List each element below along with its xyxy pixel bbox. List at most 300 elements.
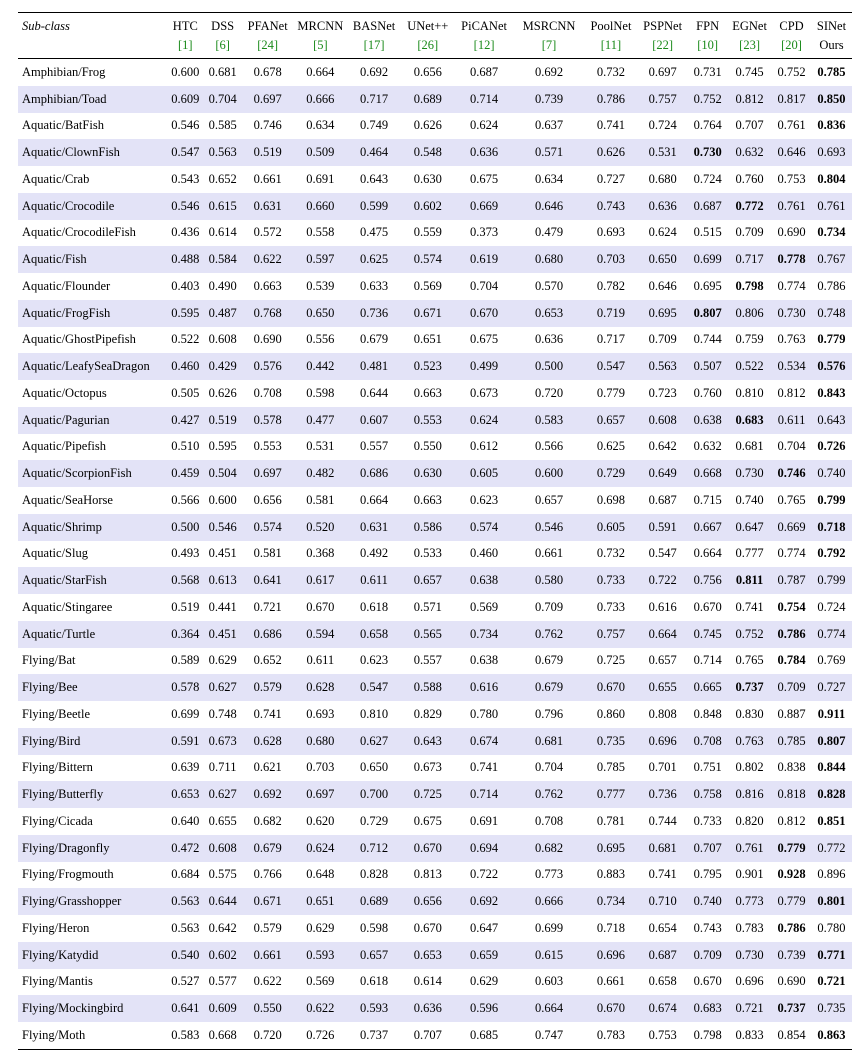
score-cell: 0.612 bbox=[470, 439, 499, 454]
method-ref: [10] bbox=[688, 36, 727, 59]
score-cell: 0.642 bbox=[208, 920, 237, 935]
score-cell: 0.752 bbox=[727, 621, 772, 648]
score-cell: 0.757 bbox=[585, 621, 637, 648]
score-cell: 0.598 bbox=[360, 920, 389, 935]
subclass-name: Aquatic/Pagurian bbox=[18, 407, 167, 434]
score-cell: 0.515 bbox=[693, 225, 722, 240]
score-cell: 0.639 bbox=[171, 760, 200, 775]
score-cell: 0.651 bbox=[293, 888, 347, 915]
score-cell: 0.451 bbox=[203, 621, 242, 648]
score-cell: 0.622 bbox=[253, 974, 282, 989]
score-cell: 0.655 bbox=[637, 674, 688, 701]
score-cell: 0.566 bbox=[171, 492, 200, 507]
score-cell: 0.481 bbox=[347, 353, 400, 380]
score-cell: 0.726 bbox=[293, 1022, 347, 1049]
score-cell: 0.621 bbox=[253, 760, 282, 775]
score-cell: 0.565 bbox=[401, 621, 455, 648]
score-cell: 0.533 bbox=[413, 546, 442, 561]
score-cell: 0.785 bbox=[817, 64, 846, 79]
score-cell: 0.724 bbox=[817, 599, 846, 614]
score-cell: 0.472 bbox=[167, 835, 203, 862]
score-cell: 0.779 bbox=[596, 385, 626, 400]
score-cell: 0.692 bbox=[534, 64, 564, 79]
score-cell: 0.696 bbox=[637, 728, 688, 755]
score-cell: 0.687 bbox=[637, 942, 688, 969]
score-cell: 0.638 bbox=[455, 567, 513, 594]
score-cell: 0.718 bbox=[596, 920, 626, 935]
score-cell: 0.729 bbox=[360, 813, 389, 828]
score-cell: 0.704 bbox=[203, 86, 242, 113]
score-cell: 0.607 bbox=[347, 407, 400, 434]
score-cell: 0.671 bbox=[401, 300, 455, 327]
score-cell: 0.697 bbox=[242, 460, 293, 487]
score-cell: 0.626 bbox=[413, 118, 442, 133]
method-ref: Ours bbox=[811, 36, 852, 59]
score-cell: 0.608 bbox=[637, 407, 688, 434]
score-cell: 0.569 bbox=[470, 599, 499, 614]
score-cell: 0.813 bbox=[413, 867, 442, 882]
score-cell: 0.557 bbox=[413, 653, 442, 668]
score-cell: 0.609 bbox=[167, 86, 203, 113]
score-cell: 0.784 bbox=[777, 653, 806, 668]
score-cell: 0.581 bbox=[306, 492, 335, 507]
score-cell: 0.741 bbox=[648, 867, 677, 882]
table-row bbox=[18, 835, 852, 862]
score-cell: 0.558 bbox=[306, 225, 335, 240]
score-cell: 0.828 bbox=[360, 867, 389, 882]
table-row bbox=[18, 139, 852, 166]
score-cell: 0.499 bbox=[455, 353, 513, 380]
subclass-header-blank bbox=[18, 36, 167, 59]
score-cell: 0.403 bbox=[171, 278, 200, 293]
score-cell: 0.774 bbox=[777, 278, 806, 293]
score-cell: 0.854 bbox=[772, 1022, 811, 1049]
score-cell: 0.682 bbox=[513, 835, 585, 862]
score-cell: 0.613 bbox=[203, 567, 242, 594]
score-cell: 0.730 bbox=[727, 942, 772, 969]
score-cell: 0.594 bbox=[293, 621, 347, 648]
score-cell: 0.603 bbox=[534, 974, 564, 989]
score-cell: 0.660 bbox=[293, 193, 347, 220]
score-cell: 0.678 bbox=[253, 64, 282, 79]
score-cell: 0.681 bbox=[637, 835, 688, 862]
method-header: FPN bbox=[688, 13, 727, 37]
score-cell: 0.749 bbox=[360, 118, 389, 133]
score-cell: 0.632 bbox=[727, 139, 772, 166]
score-cell: 0.746 bbox=[253, 118, 282, 133]
subclass-name: Aquatic/Slug bbox=[22, 546, 88, 561]
score-cell: 0.674 bbox=[455, 728, 513, 755]
score-cell: 0.727 bbox=[811, 674, 852, 701]
score-cell: 0.687 bbox=[648, 492, 677, 507]
method-ref: [20] bbox=[772, 36, 811, 59]
score-cell: 0.690 bbox=[777, 974, 806, 989]
score-cell: 0.718 bbox=[811, 514, 852, 541]
score-cell: 0.668 bbox=[688, 460, 727, 487]
score-cell: 0.785 bbox=[772, 728, 811, 755]
table-row bbox=[18, 808, 852, 835]
subclass-name: Flying/Grasshopper bbox=[18, 888, 167, 915]
score-cell: 0.740 bbox=[735, 492, 764, 507]
table-row bbox=[18, 353, 852, 380]
score-cell: 0.584 bbox=[203, 246, 242, 273]
score-cell: 0.721 bbox=[727, 995, 772, 1022]
score-cell: 0.570 bbox=[534, 278, 564, 293]
score-cell: 0.574 bbox=[401, 246, 455, 273]
score-cell: 0.686 bbox=[242, 621, 293, 648]
subclass-name: Flying/Frogmouth bbox=[22, 867, 114, 882]
score-cell: 0.629 bbox=[470, 974, 499, 989]
score-cell: 0.673 bbox=[470, 385, 499, 400]
score-cell: 0.591 bbox=[637, 514, 688, 541]
score-cell: 0.928 bbox=[777, 867, 806, 882]
score-cell: 0.649 bbox=[637, 460, 688, 487]
score-cell: 0.771 bbox=[811, 942, 852, 969]
score-cell: 0.769 bbox=[817, 653, 846, 668]
score-cell: 0.620 bbox=[306, 813, 335, 828]
score-cell: 0.658 bbox=[347, 621, 400, 648]
score-cell: 0.679 bbox=[360, 332, 389, 347]
score-cell: 0.670 bbox=[693, 599, 722, 614]
score-cell: 0.556 bbox=[306, 332, 335, 347]
subclass-name: Flying/Bird bbox=[18, 728, 167, 755]
score-cell: 0.650 bbox=[293, 300, 347, 327]
score-cell: 0.714 bbox=[693, 653, 722, 668]
score-cell: 0.730 bbox=[772, 300, 811, 327]
score-cell: 0.490 bbox=[208, 278, 237, 293]
score-cell: 0.687 bbox=[688, 193, 727, 220]
score-cell: 0.801 bbox=[811, 888, 852, 915]
score-cell: 0.743 bbox=[693, 920, 722, 935]
score-cell: 0.736 bbox=[637, 781, 688, 808]
score-cell: 0.460 bbox=[470, 546, 499, 561]
score-cell: 0.623 bbox=[360, 653, 389, 668]
score-cell: 0.373 bbox=[470, 225, 499, 240]
score-cell: 0.493 bbox=[171, 546, 200, 561]
score-cell: 0.520 bbox=[293, 514, 347, 541]
score-cell: 0.644 bbox=[360, 385, 389, 400]
score-cell: 0.588 bbox=[401, 674, 455, 701]
score-cell: 0.774 bbox=[777, 546, 806, 561]
score-cell: 0.696 bbox=[735, 974, 764, 989]
score-cell: 0.671 bbox=[242, 888, 293, 915]
score-cell: 0.701 bbox=[648, 760, 677, 775]
score-cell: 0.704 bbox=[470, 278, 499, 293]
score-cell: 0.680 bbox=[293, 728, 347, 755]
score-cell: 0.709 bbox=[772, 674, 811, 701]
score-cell: 0.806 bbox=[727, 300, 772, 327]
score-cell: 0.863 bbox=[811, 1022, 852, 1049]
score-cell: 0.636 bbox=[637, 193, 688, 220]
method-ref: [12] bbox=[455, 36, 513, 59]
score-cell: 0.636 bbox=[401, 995, 455, 1022]
score-cell: 0.695 bbox=[585, 835, 637, 862]
score-cell: 0.774 bbox=[811, 621, 852, 648]
score-cell: 0.782 bbox=[596, 278, 626, 293]
method-ref: [17] bbox=[347, 36, 400, 59]
score-cell: 0.653 bbox=[401, 942, 455, 969]
score-cell: 0.644 bbox=[203, 888, 242, 915]
score-cell: 0.543 bbox=[171, 171, 200, 186]
table-row bbox=[18, 514, 852, 541]
score-cell: 0.550 bbox=[413, 439, 442, 454]
score-cell: 0.460 bbox=[167, 353, 203, 380]
score-cell: 0.799 bbox=[817, 492, 846, 507]
score-cell: 0.581 bbox=[253, 546, 282, 561]
score-cell: 0.658 bbox=[648, 974, 677, 989]
score-cell: 0.786 bbox=[585, 86, 637, 113]
score-cell: 0.364 bbox=[167, 621, 203, 648]
score-cell: 0.522 bbox=[171, 332, 200, 347]
score-cell: 0.569 bbox=[306, 974, 335, 989]
score-cell: 0.766 bbox=[253, 867, 282, 882]
method-header: HTC bbox=[167, 13, 203, 37]
score-cell: 0.844 bbox=[817, 760, 846, 775]
header-method-refs bbox=[18, 36, 852, 59]
score-cell: 0.675 bbox=[413, 813, 442, 828]
score-cell: 0.624 bbox=[470, 118, 499, 133]
score-cell: 0.659 bbox=[455, 942, 513, 969]
score-cell: 0.657 bbox=[401, 567, 455, 594]
score-cell: 0.714 bbox=[455, 781, 513, 808]
score-cell: 0.685 bbox=[455, 1022, 513, 1049]
score-cell: 0.636 bbox=[455, 139, 513, 166]
score-cell: 0.777 bbox=[585, 781, 637, 808]
score-cell: 0.670 bbox=[413, 920, 442, 935]
score-cell: 0.781 bbox=[596, 813, 626, 828]
table-row bbox=[18, 434, 852, 461]
score-cell: 0.726 bbox=[817, 439, 846, 454]
subclass-name: Flying/Dragonfly bbox=[18, 835, 167, 862]
header-method-names bbox=[18, 13, 852, 37]
score-cell: 0.887 bbox=[777, 706, 806, 721]
score-cell: 0.683 bbox=[688, 995, 727, 1022]
score-cell: 0.674 bbox=[637, 995, 688, 1022]
score-cell: 0.600 bbox=[513, 460, 585, 487]
score-cell: 0.670 bbox=[585, 674, 637, 701]
score-cell: 0.687 bbox=[470, 64, 499, 79]
score-cell: 0.737 bbox=[347, 1022, 400, 1049]
score-cell: 0.622 bbox=[293, 995, 347, 1022]
score-cell: 0.571 bbox=[513, 139, 585, 166]
score-cell: 0.605 bbox=[455, 460, 513, 487]
score-cell: 0.680 bbox=[513, 246, 585, 273]
score-cell: 0.519 bbox=[203, 407, 242, 434]
score-cell: 0.643 bbox=[811, 407, 852, 434]
score-cell: 0.673 bbox=[203, 728, 242, 755]
table-row bbox=[18, 567, 852, 594]
table-row bbox=[18, 674, 852, 701]
score-cell: 0.697 bbox=[293, 781, 347, 808]
subclass-name: Aquatic/LeafySeaDragon bbox=[18, 353, 167, 380]
score-cell: 0.602 bbox=[203, 942, 242, 969]
score-cell: 0.578 bbox=[242, 407, 293, 434]
score-cell: 0.628 bbox=[242, 728, 293, 755]
score-cell: 0.810 bbox=[360, 706, 389, 721]
score-cell: 0.569 bbox=[413, 278, 442, 293]
results-table-container bbox=[18, 12, 852, 1050]
score-cell: 0.550 bbox=[242, 995, 293, 1022]
score-cell: 0.768 bbox=[242, 300, 293, 327]
score-cell: 0.748 bbox=[811, 300, 852, 327]
score-cell: 0.751 bbox=[693, 760, 722, 775]
score-cell: 0.574 bbox=[242, 514, 293, 541]
score-cell: 0.732 bbox=[596, 546, 626, 561]
score-cell: 0.563 bbox=[203, 139, 242, 166]
subclass-name: Flying/Mockingbird bbox=[18, 995, 167, 1022]
score-cell: 0.699 bbox=[171, 706, 200, 721]
score-cell: 0.779 bbox=[772, 835, 811, 862]
score-cell: 0.608 bbox=[203, 835, 242, 862]
score-cell: 0.500 bbox=[513, 353, 585, 380]
score-cell: 0.666 bbox=[513, 888, 585, 915]
score-cell: 0.429 bbox=[203, 353, 242, 380]
score-cell: 0.547 bbox=[648, 546, 677, 561]
method-ref: [5] bbox=[293, 36, 347, 59]
score-cell: 0.492 bbox=[360, 546, 389, 561]
score-cell: 0.683 bbox=[727, 407, 772, 434]
score-cell: 0.734 bbox=[585, 888, 637, 915]
table-row bbox=[18, 1022, 852, 1049]
score-cell: 0.792 bbox=[817, 546, 846, 561]
score-cell: 0.724 bbox=[648, 118, 677, 133]
score-cell: 0.679 bbox=[534, 653, 564, 668]
score-cell: 0.673 bbox=[413, 760, 442, 775]
table-row bbox=[18, 594, 852, 621]
score-cell: 0.629 bbox=[208, 653, 237, 668]
score-cell: 0.663 bbox=[413, 492, 442, 507]
score-cell: 0.679 bbox=[242, 835, 293, 862]
score-cell: 0.807 bbox=[811, 728, 852, 755]
score-cell: 0.833 bbox=[727, 1022, 772, 1049]
score-cell: 0.729 bbox=[585, 460, 637, 487]
score-cell: 0.615 bbox=[203, 193, 242, 220]
score-cell: 0.747 bbox=[513, 1022, 585, 1049]
score-cell: 0.693 bbox=[596, 225, 626, 240]
score-cell: 0.487 bbox=[203, 300, 242, 327]
score-cell: 0.527 bbox=[171, 974, 200, 989]
score-cell: 0.657 bbox=[585, 407, 637, 434]
score-cell: 0.653 bbox=[513, 300, 585, 327]
score-cell: 0.638 bbox=[688, 407, 727, 434]
score-cell: 0.464 bbox=[347, 139, 400, 166]
score-cell: 0.436 bbox=[171, 225, 200, 240]
score-cell: 0.540 bbox=[167, 942, 203, 969]
score-cell: 0.586 bbox=[401, 514, 455, 541]
score-cell: 0.808 bbox=[648, 706, 677, 721]
score-cell: 0.767 bbox=[811, 246, 852, 273]
score-cell: 0.597 bbox=[293, 246, 347, 273]
score-cell: 0.722 bbox=[470, 867, 499, 882]
score-cell: 0.715 bbox=[693, 492, 722, 507]
score-cell: 0.629 bbox=[306, 920, 335, 935]
score-cell: 0.611 bbox=[772, 407, 811, 434]
score-cell: 0.741 bbox=[253, 706, 282, 721]
score-cell: 0.664 bbox=[513, 995, 585, 1022]
score-cell: 0.760 bbox=[693, 385, 722, 400]
score-cell: 0.785 bbox=[596, 760, 626, 775]
score-cell: 0.589 bbox=[171, 653, 200, 668]
score-cell: 0.663 bbox=[253, 278, 282, 293]
score-cell: 0.618 bbox=[360, 974, 389, 989]
score-cell: 0.559 bbox=[413, 225, 442, 240]
table-row bbox=[18, 781, 852, 808]
score-cell: 0.522 bbox=[727, 353, 772, 380]
score-cell: 0.608 bbox=[208, 332, 237, 347]
score-cell: 0.708 bbox=[534, 813, 564, 828]
score-cell: 0.615 bbox=[513, 942, 585, 969]
score-cell: 0.459 bbox=[167, 460, 203, 487]
score-cell: 0.643 bbox=[360, 171, 389, 186]
score-cell: 0.734 bbox=[455, 621, 513, 648]
score-cell: 0.679 bbox=[513, 674, 585, 701]
method-ref: [6] bbox=[203, 36, 242, 59]
score-cell: 0.686 bbox=[347, 460, 400, 487]
score-cell: 0.717 bbox=[727, 246, 772, 273]
score-cell: 0.593 bbox=[347, 995, 400, 1022]
method-header: MRCNN bbox=[293, 13, 347, 37]
score-cell: 0.818 bbox=[772, 781, 811, 808]
subclass-name: Aquatic/Crocodile bbox=[18, 193, 167, 220]
score-cell: 0.723 bbox=[648, 385, 677, 400]
score-cell: 0.694 bbox=[455, 835, 513, 862]
table-row bbox=[18, 460, 852, 487]
score-cell: 0.626 bbox=[208, 385, 237, 400]
score-cell: 0.720 bbox=[242, 1022, 293, 1049]
subclass-name: Aquatic/GhostPipefish bbox=[22, 332, 136, 347]
score-cell: 0.795 bbox=[693, 867, 722, 882]
score-cell: 0.519 bbox=[242, 139, 293, 166]
score-cell: 0.504 bbox=[203, 460, 242, 487]
score-cell: 0.616 bbox=[648, 599, 677, 614]
score-cell: 0.737 bbox=[772, 995, 811, 1022]
score-cell: 0.661 bbox=[253, 171, 282, 186]
score-cell: 0.745 bbox=[735, 64, 764, 79]
score-cell: 0.500 bbox=[167, 514, 203, 541]
score-cell: 0.574 bbox=[455, 514, 513, 541]
score-cell: 0.741 bbox=[735, 599, 764, 614]
score-cell: 0.860 bbox=[596, 706, 626, 721]
subclass-name: Aquatic/SeaHorse bbox=[22, 492, 113, 507]
score-cell: 0.730 bbox=[688, 139, 727, 166]
score-cell: 0.741 bbox=[470, 760, 499, 775]
score-cell: 0.641 bbox=[242, 567, 293, 594]
score-cell: 0.820 bbox=[735, 813, 764, 828]
score-cell: 0.576 bbox=[811, 353, 852, 380]
score-cell: 0.761 bbox=[811, 193, 852, 220]
score-cell: 0.732 bbox=[596, 64, 626, 79]
score-cell: 0.576 bbox=[242, 353, 293, 380]
score-cell: 0.707 bbox=[735, 118, 764, 133]
score-cell: 0.691 bbox=[470, 813, 499, 828]
score-cell: 0.547 bbox=[585, 353, 637, 380]
table-row bbox=[18, 220, 852, 247]
subclass-name: Flying/Bat bbox=[22, 653, 76, 668]
score-cell: 0.744 bbox=[693, 332, 722, 347]
score-cell: 0.546 bbox=[167, 193, 203, 220]
score-cell: 0.799 bbox=[811, 567, 852, 594]
score-cell: 0.479 bbox=[534, 225, 564, 240]
score-cell: 0.730 bbox=[727, 460, 772, 487]
score-cell: 0.451 bbox=[208, 546, 237, 561]
score-cell: 0.681 bbox=[735, 439, 764, 454]
score-cell: 0.692 bbox=[455, 888, 513, 915]
score-cell: 0.617 bbox=[293, 567, 347, 594]
score-cell: 0.710 bbox=[637, 888, 688, 915]
score-cell: 0.600 bbox=[171, 64, 200, 79]
score-cell: 0.548 bbox=[401, 139, 455, 166]
score-cell: 0.736 bbox=[347, 300, 400, 327]
